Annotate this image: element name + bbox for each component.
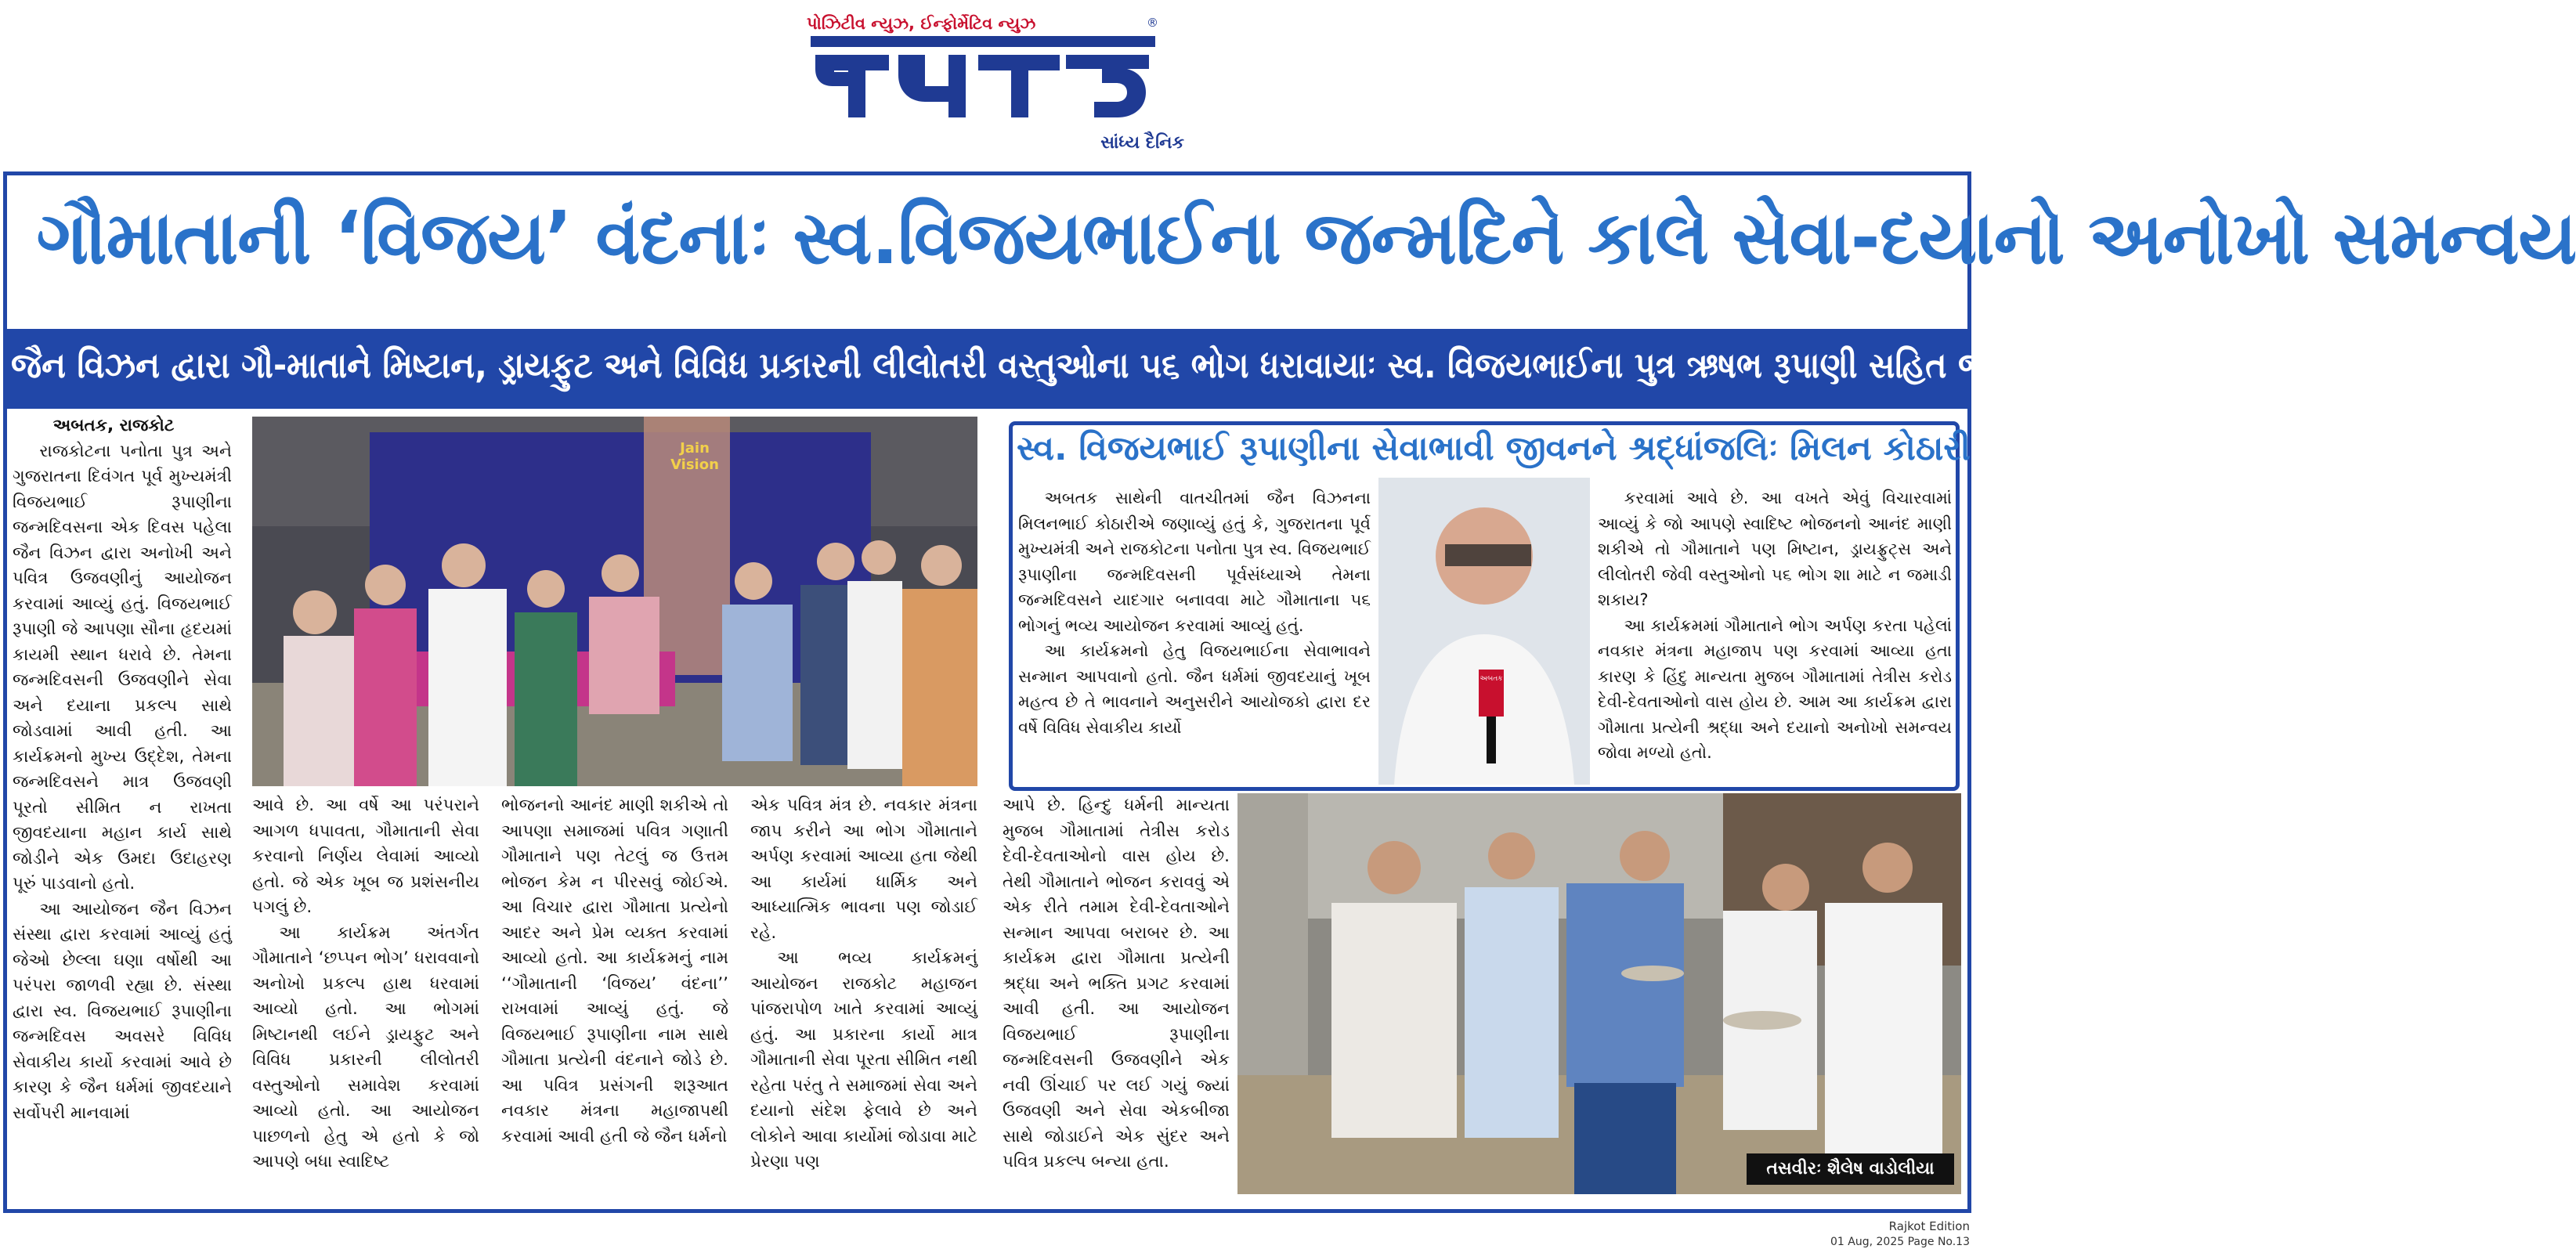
main-event-photo	[252, 417, 977, 786]
registered-mark: ®	[1147, 16, 1158, 30]
mic-label: અબતક	[1479, 675, 1503, 683]
article-paragraph: આ આયોજન જૈન વિઝન સંસ્થા દ્વારા કરવામાં આવ્યું હતું જેઓ છેલ્લા ઘણા વર્ષોથી આ પરંપરા જાળવી રહ્યા છે. સંસ્થા દ્વારા સ્વ. વિજયભાઈ રૂપાણીના જન્મદિવસ અવસરે વિવિધ સેવાકીય કાર્યો કરવામાં આવે છે કારણ કે જૈન ધર્મમાં જીવદયાને સર્વોપરી માનવામાં	[13, 899, 232, 1123]
subheadline: જૈન વિઝન દ્વારા ગૌ-માતાને મિષ્ટાન, ડ્રાયફુટ અને વિવિધ પ્રકારની લીલોતરી વસ્તુઓના ૫૬ ભોગ ધરાવાયાઃ સ્વ. વિજયભાઈના પુત્ર ઋષભ રૂપાણી સહિત જૈન સમાજના અગ્રણીઓ રહ્યા ઉપસ્થિત	[11, 345, 2485, 386]
article-paragraph: એક પવિત્ર મંત્ર છે. નવકાર મંત્રના જાપ કરીને આ ભોગ ગૌમાતાને અર્પણ કરવામાં આવ્યા હતા જેથી આ કાર્યમાં ધાર્મિક અને આધ્યાત્મિક ભાવના પણ જોડાઈ રહે.	[750, 796, 977, 943]
article-column-1	[13, 413, 232, 1204]
inset-paragraph: કરવામાં આવે છે. આ વખતે એવું વિચારવામાં આવ્યું કે જો આપણે સ્વાદિષ્ટ ભોજનનો આનંદ માણી શકીએ તો ગૌમાતાને પણ મિષ્ટાન, ડ્રાયફ્રુટ્સ અને લીલોતરી જેવી વસ્તુઓનો ૫૬ ભોગ શા માટે ન જમાડી શકાય?	[1598, 489, 1952, 609]
article-column-5	[1003, 793, 1230, 1204]
page-headline: ગૌમાતાની ‘વિજય’ વંદનાઃ સ્વ.વિજયભાઈના જન્મદિને કાલે સેવા-દયાનો અનોખો સમન્વય	[36, 196, 2576, 281]
article-column-3	[501, 793, 728, 1204]
photo-credit: તસવીરઃ શૈલેષ વાડોલીયા	[1747, 1153, 1954, 1185]
inset-paragraph: અબતક સાથેની વાતચીતમાં જૈન વિઝનના મિલનભાઈ કોઠારીએ જણાવ્યું હતું કે, ગુજરાતના પૂર્વ મુખ્યમંત્રી અને રાજકોટના પનોતા પુત્ર સ્વ. વિજયભાઈ રૂપાણીના જન્મદિવસની પૂર્વસંધ્યાએ તેમના જન્મદિવસને યાદગાર બનાવવા માટે ગૌમાતાના ૫૬ ભોગનું ભવ્ય આયોજન કરવામાં આવ્યું હતું.	[1018, 489, 1371, 635]
logo-wordmark-icon	[811, 31, 1155, 125]
article-column-2	[252, 793, 479, 1204]
edition-label: Rajkot Edition	[1888, 1219, 1970, 1233]
article-paragraph: આ ભવ્ય કાર્યક્રમનું આયોજન રાજકોટ મહાજન પાંજરાપોળ ખાતે કરવામાં આવ્યું હતું. આ પ્રકારના કાર્યો માત્ર ગૌમાતાની સેવા પૂરતા સીમિત નથી રહેતા પરંતુ તે સમાજમાં સેવા અને દયાનો સંદેશ ફેલાવે છે અને લોકોને આવા કાર્યોમાં જોડાવા માટે પ્રેરણા પણ	[750, 948, 977, 1171]
masthead-tagline: પોઝિટીવ ન્યુઝ, ઈન્ફોર્મેટિવ ન્યુઝ	[807, 14, 1036, 33]
date-page-label: 01 Aug, 2025 Page No.13	[1830, 1236, 1970, 1248]
article-column-4	[750, 793, 977, 1204]
inset-title: સ્વ. વિજયભાઈ રૂપાણીના સેવાભાવી જીવનને શ્રદ્ધાંજલિઃ મિલન કોઠારી	[1017, 429, 1971, 468]
masthead-subtitle: સાંધ્ય દૈનિક	[1100, 133, 1184, 153]
photo-banner-text: Jain Vision	[670, 440, 719, 473]
masthead-logo	[811, 31, 1155, 125]
inset-paragraph: આ કાર્યક્રમમાં ગૌમાતાને ભોગ અર્પણ કરતા પહેલાં નવકાર મંત્રના મહાજાપ પણ કરવામાં આવ્યા હતા કારણ કે હિંદુ માન્યતા મુજબ ગૌમાતામાં તેત્રીસ કરોડ દેવી-દેવતાઓનો વાસ હોય છે. આમ આ કાર્યક્રમ દ્વારા ગૌમાતા પ્રત્યેની શ્રદ્ધા અને દયાનો અનોખો સમન્વય જોવા મળ્યો હતો.	[1598, 615, 1952, 762]
feeding-cows-photo	[1237, 793, 1961, 1194]
dateline: અબતક, રાજકોટ	[52, 416, 175, 435]
article-paragraph: આ કાર્યક્રમ અંતર્ગત ગૌમાતાને ‘છપ્પન ભોગ’ ધરાવવાનો અનોખો પ્રકલ્પ હાથ ધરવામાં આવ્યો હતો. આ ભોગમાં મિષ્ટાનથી લઈને ડ્રાયફુટ અને વિવિધ પ્રકારની લીલોતરી વસ્તુઓનો સમાવેશ કરવામાં આવ્યો હતો. આ આયોજન પાછળનો હેતુ એ હતો કે જો આપણે બધા સ્વાદિષ્ટ	[252, 922, 479, 1171]
article-paragraph: ભોજનનો આનંદ માણી શકીએ તો આપણા સમાજમાં પવિત્ર ગણાતી ગૌમાતાને પણ તેટલું જ ઉત્તમ ભોજન કેમ ન પીરસવું જોઈએ. આ વિચાર દ્વારા ગૌમાતા પ્રત્યેનો આદર અને પ્રેમ વ્યક્ત કરવામાં આવ્યો હતો. આ કાર્યક્રમનું નામ ‘‘ગૌમાતાની ‘વિજય’ વંદના’’ રાખવામાં આવ્યું હતું. જે વિજયભાઈ રૂપાણીના નામ સાથે ગૌમાતા પ્રત્યેની વંદનાને જોડે છે. આ પવિત્ર પ્રસંગની શરૂઆત નવકાર મંત્રના મહાજાપથી કરવામાં આવી હતી જે જૈન ધર્મનો	[501, 796, 728, 1146]
article-paragraph: આવે છે. આ વર્ષે આ પરંપરાને આગળ ધપાવતા, ગૌમાતાની સેવા કરવાનો નિર્ણય લેવામાં આવ્યો હતો. જે એક ખૂબ જ પ્રશંસનીય પગલું છે.	[252, 796, 479, 917]
inset-paragraph: આ કાર્યક્રમનો હેતુ વિજયભાઈના સેવાભાવને સન્માન આપવાનો હતો. જૈન ધર્મમાં જીવદયાનું ખૂબ મહત્વ છે તે ભાવનાને અનુસરીને આયોજકો દ્વારા દર વર્ષે વિવિધ સેવાકીય કાર્યો	[1018, 641, 1371, 737]
article-paragraph: રાજકોટના પનોતા પુત્ર અને ગુજરાતના દિવંગત પૂર્વ મુખ્યમંત્રી વિજયભાઈ રૂપાણીના જન્મદિવસના એક દિવસ પહેલા જૈન વિઝન દ્વારા અનોખી અને પવિત્ર ઉજવણીનું આયોજન કરવામાં આવ્યું હતું. વિજયભાઈ રૂપાણી જે આપણા સૌના હૃદયમાં કાયમી સ્થાન ધરાવે છે. તેમના જન્મદિવસની ઉજવણીને સેવા અને દયાના પ્રકલ્પ સાથે જોડવામાં આવી હતી. આ કાર્યક્રમનો મુખ્ય ઉદ્દેશ, તેમના જન્મદિવસને માત્ર ઉજવણી પૂરતો સીમિત ન રાખતા જીવદયાના મહાન કાર્ય સાથે જોડીને એક ઉમદા ઉદાહરણ પૂરું પાડવાનો હતો.	[13, 441, 232, 893]
article-paragraph: આપે છે. હિન્દુ ધર્મની માન્યતા મુજબ ગૌમાતામાં તેત્રીસ કરોડ દેવી-દેવતાઓનો વાસ હોય છે. તેથી ગૌમાતાને ભોજન કરાવવું એ એક રીતે તમામ દેવી-દેવતાઓને સન્માન આપવા બરાબર છે. આ કાર્યક્રમ દ્વારા ગૌમાતા પ્રત્યેની શ્રદ્ધા અને ભક્તિ પ્રગટ કરવામાં આવી હતી. આ આયોજન વિજયભાઈ રૂપાણીના જન્મદિવસની ઉજવણીને એક નવી ઊંચાઈ પર લઈ ગયું જ્યાં ઉજવણી અને સેવા એકબીજા સાથે જોડાઈને એક સુંદર અને પવિત્ર પ્રકલ્પ બન્યા હતા.	[1003, 796, 1230, 1171]
inset-column-right	[1598, 486, 1952, 783]
interview-photo	[1378, 478, 1590, 785]
inset-column-left	[1018, 486, 1371, 783]
